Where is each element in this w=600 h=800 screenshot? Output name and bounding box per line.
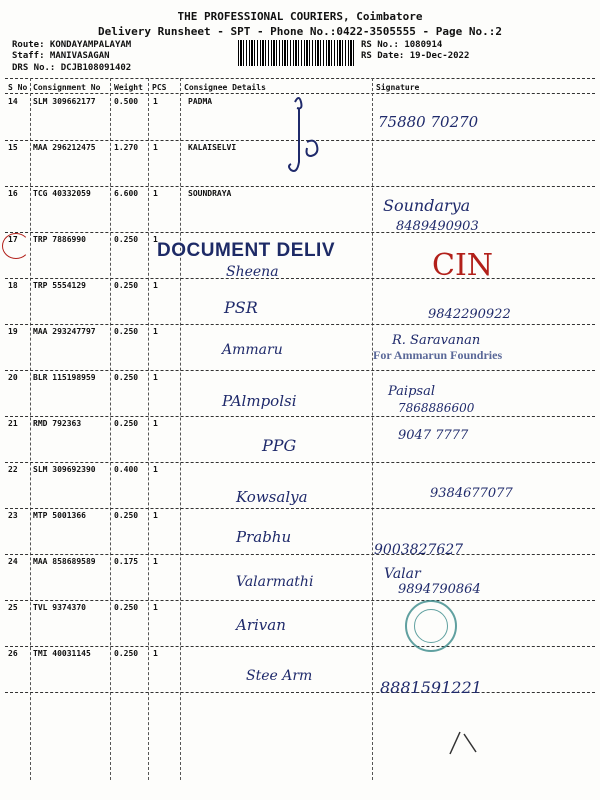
- col-divider: [372, 78, 373, 780]
- row-divider: [5, 646, 595, 647]
- row-divider: [5, 278, 595, 279]
- recipient-19: Ammaru: [222, 342, 283, 358]
- company-title: THE PROFESSIONAL COURIERS, Coimbatore: [177, 10, 423, 23]
- signature-24-phone: 9894790864: [398, 582, 481, 597]
- cell-sno: 25: [8, 603, 18, 612]
- cell-weight: 6.600: [114, 189, 139, 198]
- row-divider: [5, 554, 595, 555]
- cell-pcs: 1: [153, 97, 158, 106]
- cell-pcs: 1: [153, 649, 158, 658]
- cell-sno: 14: [8, 97, 18, 106]
- runsheet-subtitle: Delivery Runsheet - SPT - Phone No.:0422-3505555 - Page No.:2: [98, 25, 502, 38]
- rs-date: RS Date: 19-Dec-2022: [361, 51, 470, 61]
- cell-consignment: TCG 40332059: [33, 189, 91, 198]
- cell-weight: 0.500: [114, 97, 139, 106]
- col-header-weight: Weight: [114, 83, 143, 92]
- cell-consignee: KALAISELVI: [188, 143, 237, 152]
- rs-number: RS No.: 1080914: [361, 40, 443, 50]
- cell-pcs: 1: [153, 557, 158, 566]
- signature-21: 9047 7777: [398, 428, 469, 443]
- signature-20-phone: 7868886600: [398, 401, 475, 415]
- cell-weight: 0.250: [114, 235, 139, 244]
- signature-19-print: For Ammarun Foundries: [373, 348, 503, 362]
- cell-consignment: RMD 792363: [33, 419, 82, 428]
- col-header-signature: Signature: [376, 83, 420, 92]
- signature-16-name: Soundarya: [383, 196, 471, 215]
- cell-consignment: SLM 309662177: [33, 97, 96, 106]
- cell-sno: 18: [8, 281, 18, 290]
- cell-pcs: 1: [153, 603, 158, 612]
- cell-sno: 20: [8, 373, 18, 382]
- signature-scribble: [285, 92, 325, 182]
- cell-sno: 22: [8, 465, 18, 474]
- row-divider: [5, 324, 595, 325]
- recipient-26: Stee Arm: [246, 668, 313, 684]
- row-divider: [5, 186, 595, 187]
- cell-pcs: 1: [153, 143, 158, 152]
- cell-pcs: 1: [153, 511, 158, 520]
- cell-sno: 16: [8, 189, 18, 198]
- cell-weight: 0.250: [114, 373, 139, 382]
- cell-consignment: MTP 5001366: [33, 511, 86, 520]
- signature-14: 75880 70270: [378, 113, 479, 131]
- col-header-consignee: Consignee Details: [184, 83, 266, 92]
- cell-sno: 19: [8, 327, 18, 336]
- cell-pcs: 1: [153, 281, 158, 290]
- col-divider: [180, 78, 181, 780]
- signature-23: 9003827627: [374, 542, 464, 558]
- col-header-sno: S No: [8, 83, 28, 92]
- cell-weight: 0.250: [114, 603, 139, 612]
- cin-mark: CIN: [432, 248, 494, 283]
- row-divider: [5, 508, 595, 509]
- col-divider: [110, 78, 111, 780]
- cell-weight: 0.250: [114, 511, 139, 520]
- cell-pcs: 1: [153, 189, 158, 198]
- cell-consignment: TRP 5554129: [33, 281, 86, 290]
- header-top-rule: [5, 78, 595, 79]
- route-label: Route: KONDAYAMPALAYAM: [12, 40, 132, 50]
- cell-weight: 0.250: [114, 419, 139, 428]
- recipient-23: Prabhu: [236, 528, 292, 546]
- cell-pcs: 1: [153, 235, 158, 244]
- barcode: [238, 40, 354, 66]
- cell-consignee: SOUNDRAYA: [188, 189, 232, 198]
- delivery-stamp: DOCUMENT DELIV: [157, 240, 335, 261]
- cell-weight: 0.400: [114, 465, 139, 474]
- circle-mark: [2, 233, 30, 259]
- cell-pcs: 1: [153, 327, 158, 336]
- cell-consignment: TVL 9374370: [33, 603, 86, 612]
- cell-consignment: MAA 858689589: [33, 557, 96, 566]
- cell-consignment: TMI 40031145: [33, 649, 91, 658]
- col-header-consignment: Consignment No: [33, 83, 101, 92]
- col-divider: [30, 78, 31, 780]
- signature-24: Valar: [384, 566, 421, 582]
- signature-19: R. Saravanan: [392, 333, 481, 348]
- cell-weight: 0.250: [114, 649, 139, 658]
- cell-consignment: MAA 296212475: [33, 143, 96, 152]
- row-divider: [5, 600, 595, 601]
- recipient-17: Sheena: [226, 264, 279, 280]
- cell-pcs: 1: [153, 465, 158, 474]
- cell-pcs: 1: [153, 373, 158, 382]
- cell-sno: 15: [8, 143, 18, 152]
- cell-sno: 17: [8, 235, 18, 244]
- staff-label: Staff: MANIVASAGAN: [12, 51, 110, 61]
- cell-consignment: TRP 7886990: [33, 235, 86, 244]
- drs-label: DRS No.: DCJB108091402: [12, 63, 132, 73]
- signature-26: 8881591221: [380, 678, 482, 697]
- col-divider: [148, 78, 149, 780]
- recipient-22: Kowsalya: [236, 488, 308, 506]
- row-divider: [5, 462, 595, 463]
- cell-sno: 23: [8, 511, 18, 520]
- cell-sno: 24: [8, 557, 18, 566]
- cell-weight: 0.175: [114, 557, 139, 566]
- pen-mark: [446, 728, 486, 758]
- cell-consignment: BLR 115198959: [33, 373, 96, 382]
- recipient-24: Valarmathi: [236, 574, 314, 590]
- cell-weight: 0.250: [114, 281, 139, 290]
- cell-weight: 0.250: [114, 327, 139, 336]
- recipient-21: PPG: [262, 436, 297, 455]
- recipient-20: PAlmpolsi: [222, 392, 297, 410]
- row-divider: [5, 416, 595, 417]
- row-divider: [5, 370, 595, 371]
- cell-sno: 26: [8, 649, 18, 658]
- company-seal: [405, 600, 457, 652]
- signature-16-phone: 8489490903: [396, 219, 479, 234]
- cell-sno: 21: [8, 419, 18, 428]
- signature-22: 9384677077: [430, 486, 513, 501]
- recipient-18: PSR: [224, 298, 258, 317]
- signature-20: Paipsal: [388, 384, 435, 399]
- cell-weight: 1.270: [114, 143, 139, 152]
- cell-consignee: PADMA: [188, 97, 213, 106]
- signature-18: 9842290922: [428, 307, 511, 322]
- cell-pcs: 1: [153, 419, 158, 428]
- row-divider: [5, 692, 595, 693]
- cell-consignment: MAA 293247797: [33, 327, 96, 336]
- col-header-pcs: PCS: [152, 83, 167, 92]
- recipient-25: Arivan: [236, 616, 286, 634]
- row-divider: [5, 232, 595, 233]
- cell-consignment: SLM 309692390: [33, 465, 96, 474]
